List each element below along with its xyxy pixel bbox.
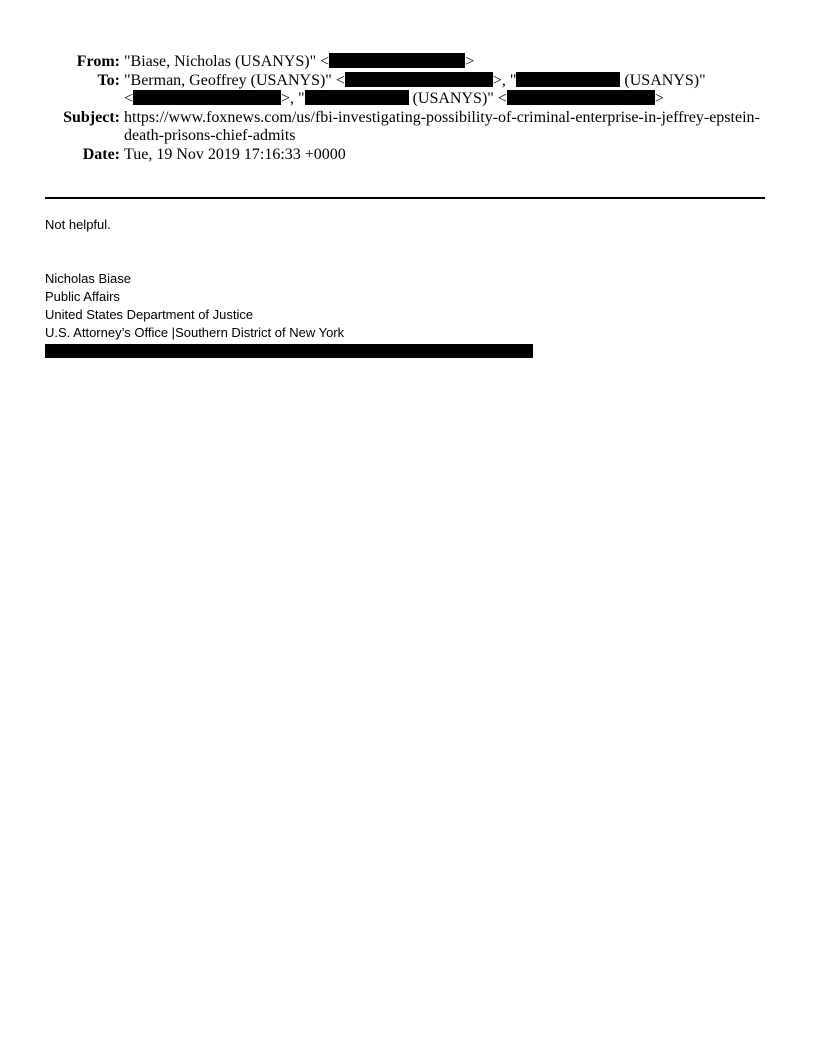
signature-name: Nicholas Biase: [45, 271, 131, 286]
signature-office: U.S. Attorney’s Office |Southern District of New York: [45, 325, 345, 340]
signature-department: United States Department of Justice: [45, 307, 254, 322]
redaction-box: [516, 72, 620, 87]
from-row: [0, 53, 816, 71]
redaction-box: [345, 72, 493, 87]
header-divider: [45, 197, 765, 199]
email-body: [45, 216, 765, 358]
to-open-2: <: [124, 90, 134, 107]
to-row: [0, 72, 816, 108]
redaction-box: [305, 90, 409, 105]
date-value: Tue, 19 Nov 2019 17:16:33 +0000: [124, 146, 346, 163]
subject-line-2: death-prisons-chief-admits: [124, 127, 296, 144]
signature-redaction-bar: [45, 344, 533, 358]
from-value: [124, 53, 774, 71]
to-label: To:: [97, 72, 120, 89]
message-text: Not helpful.: [45, 217, 111, 232]
redaction-box: [133, 90, 281, 105]
to-separator-2: >, ": [281, 90, 305, 107]
redaction-box: [507, 90, 655, 105]
to-close-3: >: [654, 90, 664, 107]
redaction-box: [329, 53, 465, 68]
subject-label: Subject:: [63, 109, 120, 126]
subject-value: [124, 109, 774, 145]
to-recipient-1: "Berman, Geoffrey (USANYS)" <: [124, 72, 345, 89]
signature-title: Public Affairs: [45, 289, 120, 304]
to-value: [124, 72, 774, 108]
to-recipient-2: (USANYS)": [620, 72, 706, 89]
date-label: Date:: [82, 146, 120, 163]
subject-line-1: https://www.foxnews.com/us/fbi-investigating-possibility-of-criminal-enterprise-in-jeffrey-epstein-: [124, 109, 760, 126]
email-header: [0, 53, 816, 165]
from-label: From:: [76, 53, 120, 70]
from-close: >: [465, 53, 475, 70]
subject-row: [0, 109, 816, 145]
to-separator-1: >, ": [492, 72, 517, 89]
date-row: [0, 146, 816, 164]
spacer: [45, 234, 765, 270]
to-recipient-3: (USANYS)" <: [408, 90, 507, 107]
from-name: "Biase, Nicholas (USANYS)" <: [124, 53, 330, 70]
